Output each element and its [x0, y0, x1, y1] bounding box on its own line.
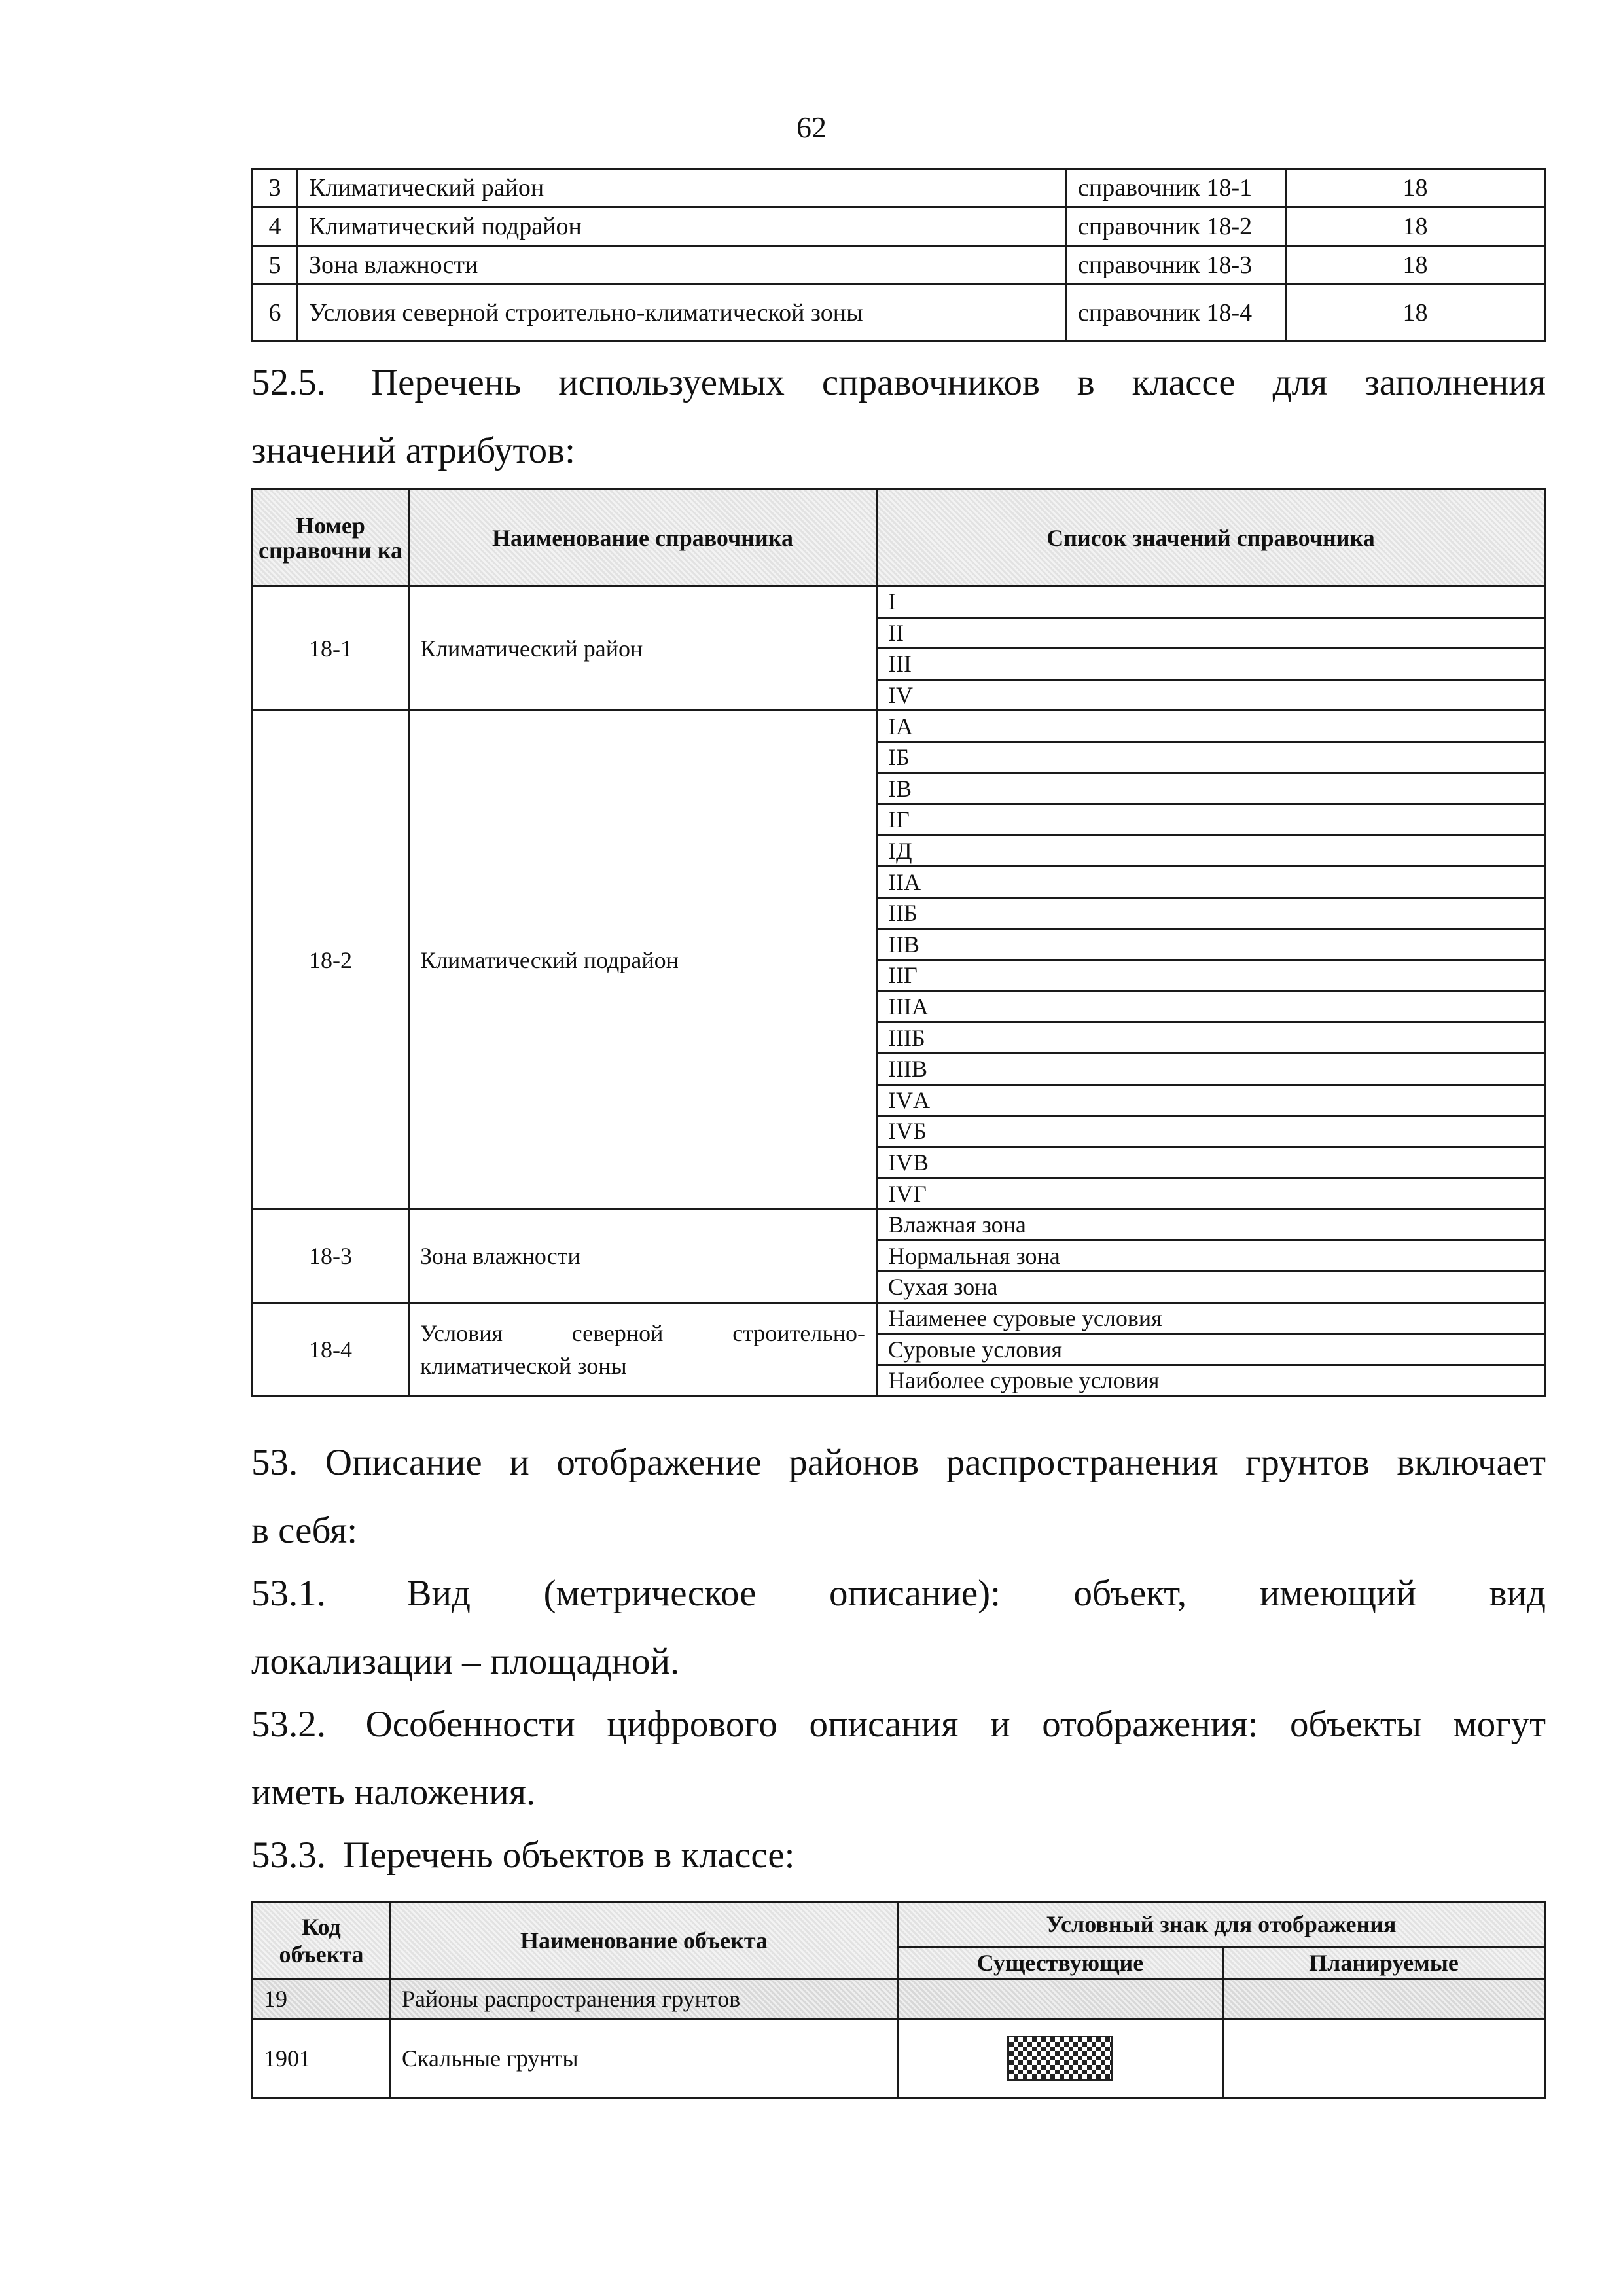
reference-number: 18-2	[253, 711, 409, 1210]
row-number: 6	[253, 285, 298, 342]
reference-number: 18-3	[253, 1209, 409, 1302]
paragraph-53-line2: в себя:	[251, 1510, 358, 1551]
table-row	[253, 285, 1545, 342]
paragraph-53-2-line2: иметь наложения.	[251, 1772, 536, 1813]
reference-value: IIВ	[877, 929, 1545, 960]
reference-number: 18-4	[253, 1302, 409, 1396]
table-header-row	[253, 1902, 1545, 1947]
reference-value: IIБ	[877, 897, 1545, 929]
group-code: 19	[253, 1979, 391, 2019]
row-number: 5	[253, 246, 298, 285]
reference-value: IIIА	[877, 991, 1545, 1022]
objects-table	[251, 1901, 1546, 2099]
reference-value: IIIВ	[877, 1053, 1545, 1085]
page-number: 62	[796, 111, 827, 144]
paragraph-number: 53.3.	[251, 1835, 326, 1876]
reference-value: II	[877, 617, 1545, 649]
object-code: 1901	[253, 2019, 391, 2098]
table-row	[253, 586, 1545, 618]
reference-name: Зона влажности	[409, 1209, 877, 1302]
group-name: Районы распространения грунтов	[391, 1979, 898, 2019]
reference-value: IД	[877, 835, 1545, 867]
reference-value: IIА	[877, 867, 1545, 898]
header-planned: Планируемые	[1223, 1947, 1545, 1979]
reference-value: I	[877, 586, 1545, 618]
attribute-value: 18	[1286, 169, 1545, 207]
reference-name: справочник 18-1	[1067, 169, 1286, 207]
reference-value: Наиболее суровые условия	[877, 1365, 1545, 1396]
paragraph-52-5-line1	[251, 364, 1546, 401]
planned-symbol-cell	[1223, 2019, 1545, 2098]
attribute-value: 18	[1286, 246, 1545, 285]
table-header-row	[253, 490, 1545, 586]
attribute-name: Условия северной строительно-климатической зоны	[298, 285, 1067, 342]
row-number: 3	[253, 169, 298, 207]
paragraph-text: Вид (метрическое описание): объект, имеющий вид	[406, 1573, 1546, 1614]
paragraph-52-5-line2: значений атрибутов:	[251, 430, 575, 471]
checker-pattern-icon	[1007, 2036, 1113, 2081]
reference-value: IVА	[877, 1085, 1545, 1116]
reference-value: IГ	[877, 804, 1545, 836]
paragraph-text: Перечень используемых справочников в классе для заполнения	[370, 362, 1546, 403]
paragraph-number: 52.5.	[251, 362, 326, 403]
reference-value: IVГ	[877, 1178, 1545, 1210]
paragraph-text: Перечень объектов в классе:	[343, 1835, 795, 1876]
header-reference-number: Номер справочни ка	[253, 490, 409, 586]
reference-value: Сухая зона	[877, 1272, 1545, 1303]
paragraph-53-line1: 53. Описание и отображение районов распространения грунтов включает	[251, 1442, 1546, 1483]
table-row	[253, 1302, 1545, 1334]
reference-value: IА	[877, 711, 1545, 742]
paragraph-53-1-line1	[251, 1575, 1546, 1612]
table-row	[253, 1209, 1545, 1240]
references-body	[253, 586, 1545, 1396]
reference-name: справочник 18-4	[1067, 285, 1286, 342]
reference-value: IVВ	[877, 1147, 1545, 1178]
reference-name: справочник 18-3	[1067, 246, 1286, 285]
reference-value: Влажная зона	[877, 1209, 1545, 1240]
paragraph-number: 53.1.	[251, 1573, 326, 1614]
reference-value: Нормальная зона	[877, 1240, 1545, 1272]
header-object-name: Наименование объекта	[391, 1902, 898, 1979]
attribute-name: Климатический подрайон	[298, 207, 1067, 246]
header-reference-name: Наименование справочника	[409, 490, 877, 586]
attribute-name: Зона влажности	[298, 246, 1067, 285]
group-planned-cell	[1223, 1979, 1545, 2019]
attribute-value: 18	[1286, 207, 1545, 246]
reference-value: IV	[877, 679, 1545, 711]
header-reference-values: Список значений справочника	[877, 490, 1545, 586]
reference-value: IIГ	[877, 960, 1545, 992]
paragraph-53-3	[251, 1837, 1546, 1874]
reference-number: 18-1	[253, 586, 409, 711]
header-object-code: Код объекта	[253, 1902, 391, 1979]
attribute-value: 18	[1286, 285, 1545, 342]
references-table	[251, 488, 1546, 1397]
attributes-table	[251, 168, 1546, 342]
paragraph-53-1-line2: локализации – площадной.	[251, 1641, 680, 1682]
group-existing-cell	[898, 1979, 1223, 2019]
table-row	[253, 711, 1545, 742]
reference-name: Климатический подрайон	[409, 711, 877, 1210]
reference-name: Климатический район	[409, 586, 877, 711]
reference-name: справочник 18-2	[1067, 207, 1286, 246]
reference-value: IБ	[877, 742, 1545, 773]
reference-value: IVБ	[877, 1116, 1545, 1147]
table-row	[253, 169, 1545, 207]
reference-value: IВ	[877, 773, 1545, 804]
paragraph-number: 53.2.	[251, 1704, 326, 1745]
reference-value: IIIБ	[877, 1022, 1545, 1054]
reference-value: III	[877, 649, 1545, 680]
paragraph-53-2-line1	[251, 1706, 1546, 1743]
row-number: 4	[253, 207, 298, 246]
table-row	[253, 2019, 1545, 2098]
header-symbol: Условный знак для отображения	[898, 1902, 1545, 1947]
existing-symbol-cell	[898, 2019, 1223, 2098]
paragraph-text: Особенности цифрового описания и отображения: объекты могут	[365, 1704, 1546, 1745]
header-existing: Существующие	[898, 1947, 1223, 1979]
table-row	[253, 207, 1545, 246]
table-row	[253, 246, 1545, 285]
reference-value: Суровые условия	[877, 1334, 1545, 1365]
attribute-name: Климатический район	[298, 169, 1067, 207]
object-name: Скальные грунты	[391, 2019, 898, 2098]
reference-name: Условия северной строительно-климатической зоны	[409, 1302, 877, 1396]
reference-value: Наименее суровые условия	[877, 1302, 1545, 1334]
table-group-row	[253, 1979, 1545, 2019]
